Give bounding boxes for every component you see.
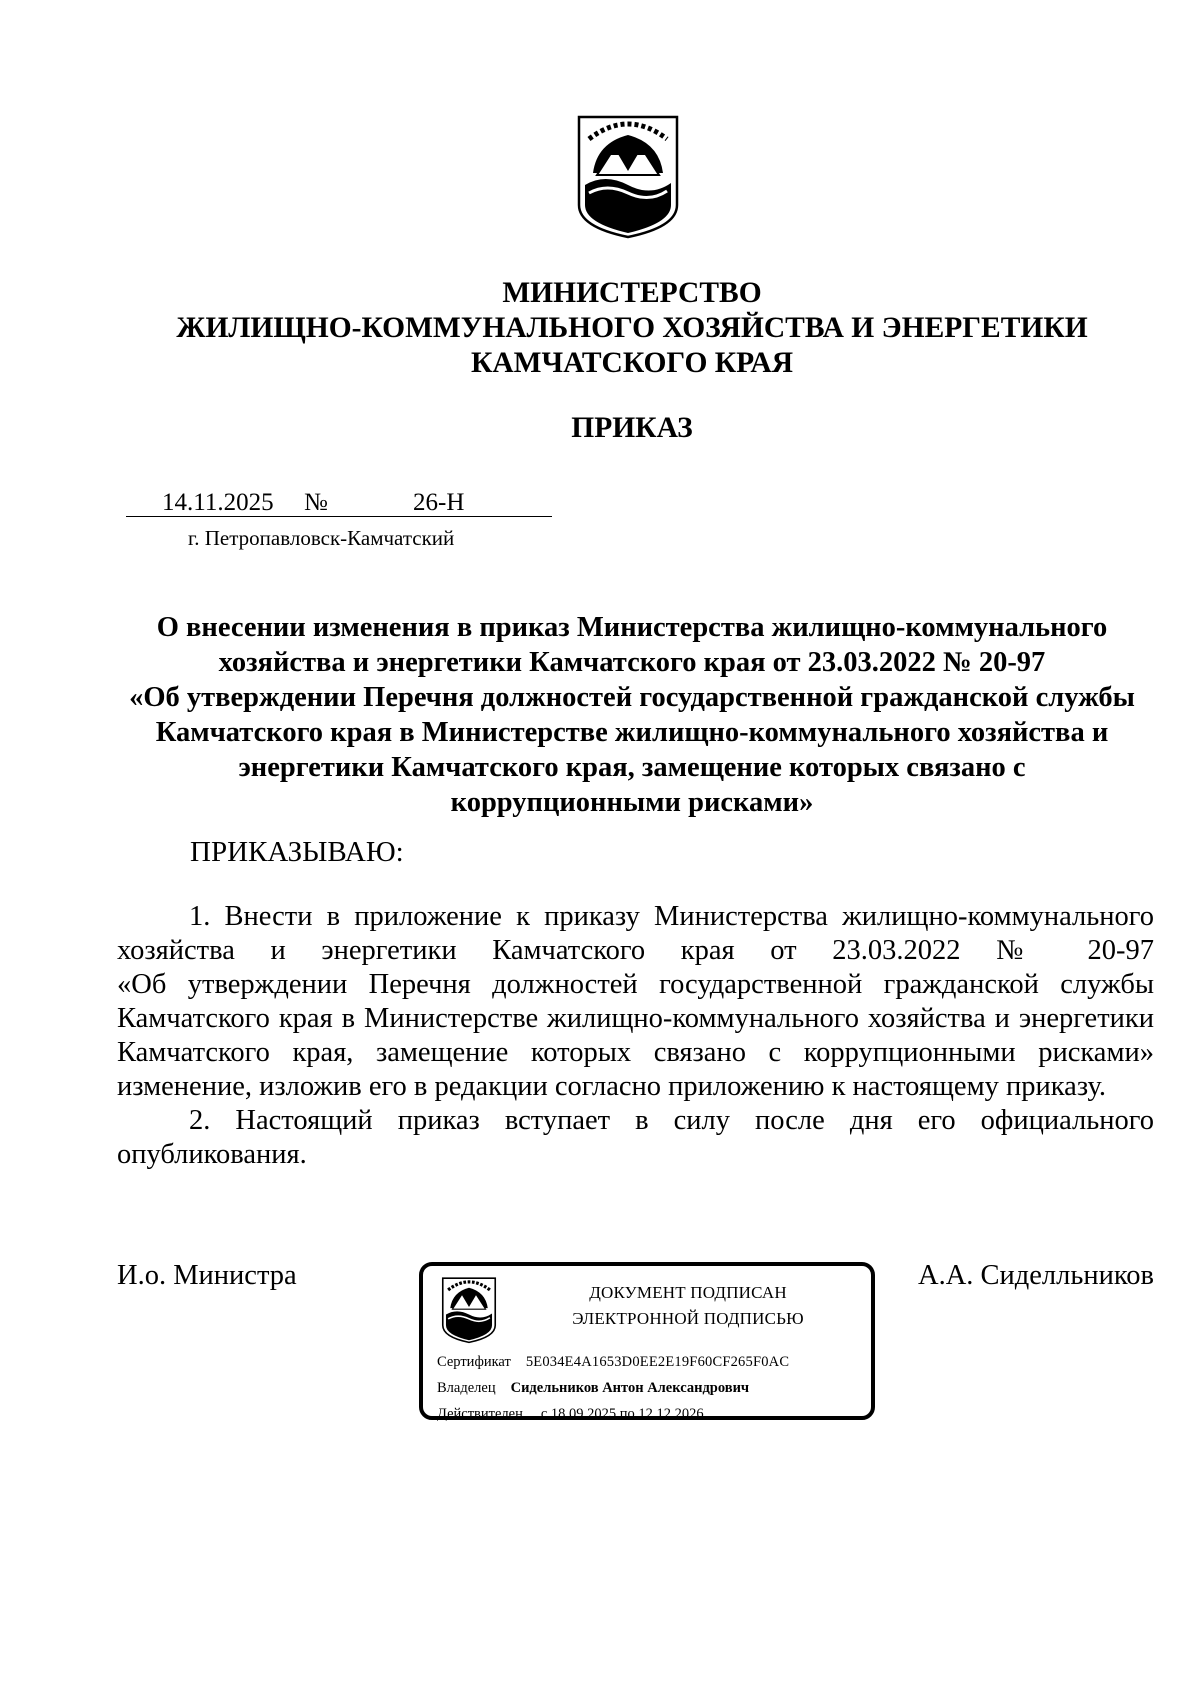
subject-line: О внесении изменения в приказ Министерства жилищно-коммунального bbox=[156, 612, 1108, 643]
stamp-emblem-icon bbox=[437, 1276, 501, 1344]
certificate-value: 5E034E4A1653D0EE2E19F60CF265F0AC bbox=[525, 1354, 790, 1370]
signer-name: А.А. Сиделльников bbox=[917, 1260, 1154, 1291]
body-line: Камчатского края, замещение которых связано с коррупционными рисками» bbox=[117, 1037, 1154, 1068]
document-body bbox=[117, 900, 1154, 1172]
document-subject bbox=[120, 610, 1144, 820]
decree-word: ПРИКАЗЫВАЮ: bbox=[190, 836, 404, 868]
owner-value: Сидельников Антон Александрович bbox=[510, 1380, 750, 1396]
subject-line: энергетики Камчатского края, замещение которых связано с bbox=[238, 752, 1026, 783]
electronic-signature-stamp bbox=[419, 1262, 875, 1420]
kamchatka-coat-of-arms-icon bbox=[575, 113, 681, 240]
stamp-validity-row bbox=[437, 1406, 704, 1423]
document-number: 26-Н bbox=[413, 489, 465, 516]
date-number-line bbox=[126, 490, 552, 517]
body-line: хозяйства и энергетики Камчатского края от 23.03.2022 № 20-97 bbox=[117, 935, 1154, 966]
subject-line: Камчатского края в Министерстве жилищно-коммунального хозяйства и bbox=[155, 717, 1109, 748]
body-line: 1. Внести в приложение к приказу Министерства жилищно-коммунального bbox=[189, 901, 1154, 932]
certificate-label: Сертификат bbox=[437, 1354, 511, 1370]
stamp-certificate-row bbox=[437, 1354, 789, 1371]
owner-label: Владелец bbox=[437, 1380, 496, 1396]
stamp-owner-row bbox=[437, 1380, 749, 1397]
ministry-header bbox=[0, 276, 1200, 381]
stamp-title bbox=[523, 1280, 853, 1332]
number-sign: № bbox=[304, 489, 328, 516]
ministry-line-2: ЖИЛИЩНО-КОММУНАЛЬНОГО ХОЗЯЙСТВА И ЭНЕРГЕТИКИ bbox=[176, 312, 1088, 344]
validity-value: с 18.09.2025 по 12.12.2026 bbox=[540, 1406, 704, 1422]
ministry-line-1: МИНИСТЕРСТВО bbox=[502, 277, 762, 309]
body-line: «Об утверждении Перечня должностей государственной гражданской службы bbox=[117, 969, 1154, 1000]
subject-line: коррупционными рисками» bbox=[450, 787, 814, 818]
stamp-title-line-1: ДОКУМЕНТ ПОДПИСАН bbox=[589, 1283, 787, 1302]
validity-label: Действителен bbox=[437, 1406, 523, 1422]
subject-line: «Об утверждении Перечня должностей государственной гражданской службы bbox=[129, 682, 1135, 713]
body-line: опубликования. bbox=[117, 1139, 307, 1170]
body-line: изменение, изложив его в редакции согласно приложению к настоящему приказу. bbox=[117, 1071, 1106, 1102]
document-city: г. Петропавловск-Камчатский bbox=[188, 526, 455, 550]
signer-role: И.о. Министра bbox=[117, 1260, 297, 1291]
ministry-line-3: КАМЧАТСКОГО КРАЯ bbox=[470, 347, 794, 379]
body-line: Камчатского края в Министерстве жилищно-коммунального хозяйства и энергетики bbox=[117, 1003, 1154, 1034]
subject-line: хозяйства и энергетики Камчатского края от 23.03.2022 № 20-97 bbox=[218, 647, 1046, 678]
stamp-title-line-2: ЭЛЕКТРОННОЙ ПОДПИСЬЮ bbox=[572, 1309, 804, 1328]
body-line: 2. Настоящий приказ вступает в силу после дня его официального bbox=[189, 1105, 1154, 1136]
document-type: ПРИКАЗ bbox=[571, 412, 693, 444]
document-date: 14.11.2025 bbox=[162, 489, 274, 516]
